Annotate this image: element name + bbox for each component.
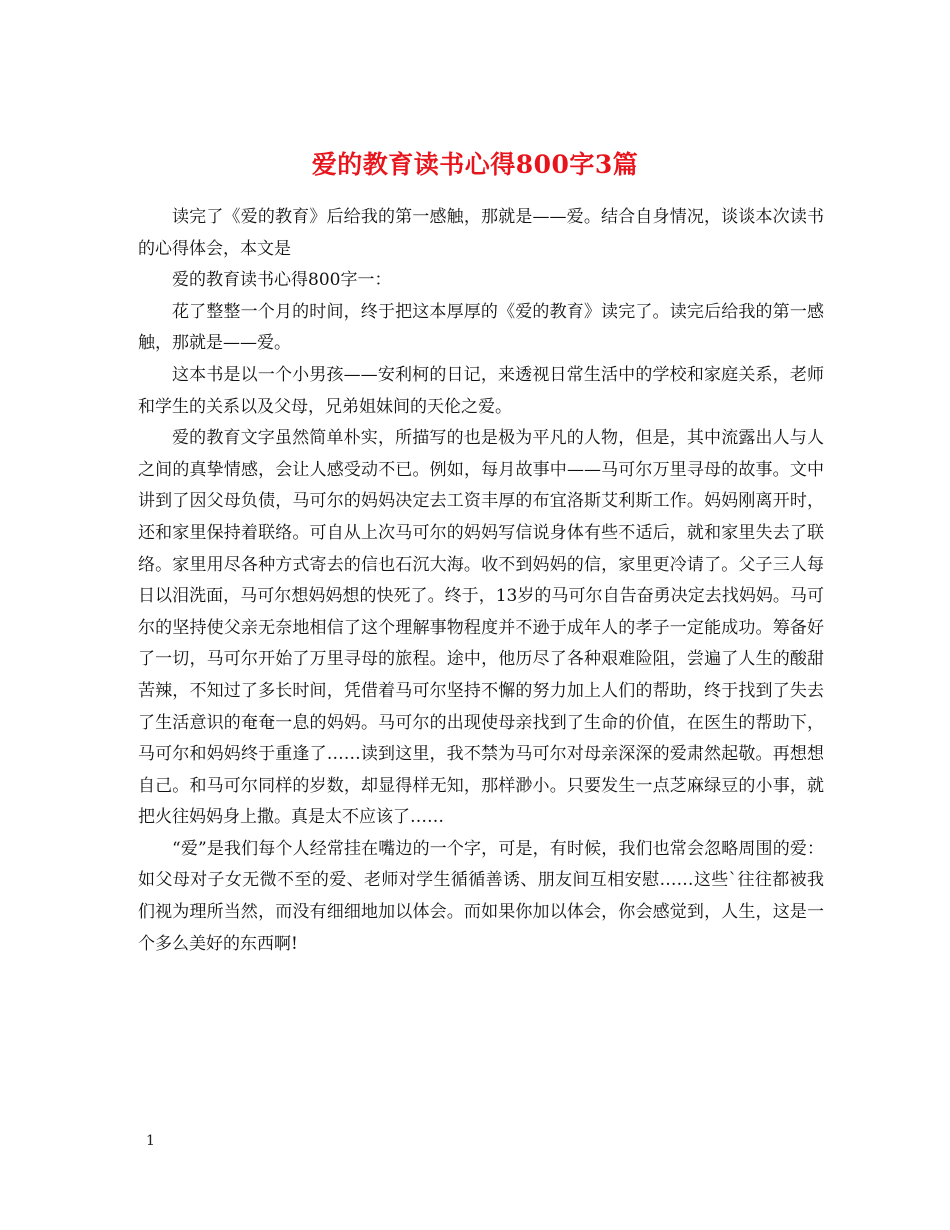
page-number: 1 bbox=[146, 1133, 155, 1149]
document-body bbox=[138, 202, 824, 960]
paragraph-intro: 读完了《爱的教育》后给我的第一感触，那就是——爱。结合自身情况，谈谈本次读书的心得体会，本文是 bbox=[138, 207, 824, 259]
paragraph-book-summary: 这本书是以一个小男孩——安利柯的日记，来透视日常生活中的学校和家庭关系，老师和学生的关系以及父母，兄弟姐妹间的天伦之爱。 bbox=[138, 364, 824, 417]
paragraph-story: 爱的教育文字虽然简单朴实，所描写的也是极为平凡的人物，但是，其中流露出人与人之间的真挚情感，会让人感受动不已。例如，每月故事中——马可尔万里寻母的故事。文中讲到了因父母负债，马可尔的妈妈决定去工资丰厚的布宜洛斯艾利斯工作。妈妈刚离开时，还和家里保持着联络。可自从上次马可尔的妈妈写信说身体有些不适后，就和家里失去了联络。家里用尽各种方式寄去的信也石沉大海。收不到妈妈的信，家里更冷请了。父子三人每日以泪洗面，马可尔想妈妈想的快死了。终于，13岁的马可尔自告奋勇决定去找妈妈。马可尔的坚持使父亲无奈地相信了这个理解事物程度并不逊于成年人的孝子一定能成功。筹备好了一切，马可尔开始了万里寻母的旅程。途中，他历尽了各种艰难险阻，尝遍了人生的酸甜苦辣，不知过了多长时间，凭借着马可尔坚持不懈的努力加上人们的帮助，终于找到了失去了生活意识的奄奄一息的妈妈。马可尔的出现使母亲找到了生命的价值，在医生的帮助下，马可尔和妈妈终于重逢了……读到这里，我不禁为马可尔对母亲深深的爱肃然起敬。再想想自己。和马可尔同样的岁数，却显得样无知，那样渺小。只要发生一点芝麻绿豆的小事，就把火往妈妈身上撒。真是太不应该了…… bbox=[138, 428, 824, 828]
paragraph-reflection: “爱”是我们每个人经常挂在嘴边的一个字，可是，有时候，我们也常会忽略周围的爱：如父母对子女无微不至的爱、老师对学生循循善诱、朋友间互相安慰……这些`往往都被我们视为理所当然，而没有细细地加以体会。而如果你加以体会，你会感觉到，人生，这是一个多么美好的东西啊! bbox=[138, 838, 824, 954]
document-title: 爱的教育读书心得800字3篇 bbox=[311, 149, 639, 179]
paragraph-opening: 花了整整一个月的时间，终于把这本厚厚的《爱的教育》读完了。读完后给我的第一感触，那就是——爱。 bbox=[138, 301, 824, 354]
paragraph-section-heading: 爱的教育读书心得800字一： bbox=[172, 270, 392, 291]
